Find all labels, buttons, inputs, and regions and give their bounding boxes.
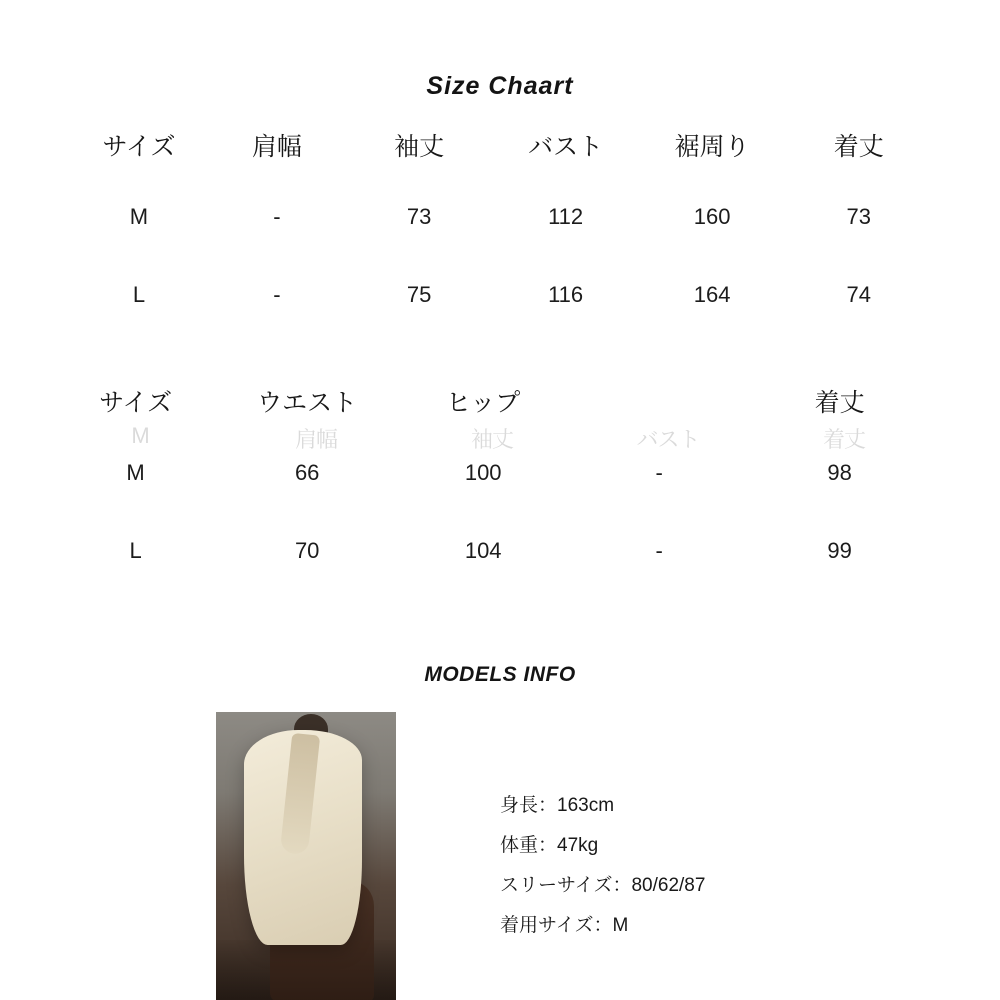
ghost-cell: 袖丈: [470, 427, 513, 452]
cell-bust: 116: [548, 282, 584, 307]
model-info-list: [500, 786, 705, 946]
column-header-shoulder: 肩幅: [251, 133, 302, 161]
cell-length: 74: [846, 282, 871, 307]
cell-waist: 66: [294, 460, 320, 485]
cell-size: L: [129, 538, 142, 563]
cell-waist: 70: [294, 538, 320, 563]
table-row: [70, 256, 932, 334]
ghost-cell: M: [131, 423, 149, 448]
column-header-size: サイズ: [99, 389, 173, 417]
cell-length: 73: [846, 204, 871, 229]
ghost-cell: 着丈: [822, 427, 865, 452]
size-table-outerwear: [70, 112, 932, 334]
cell-size: L: [132, 282, 146, 307]
column-header-length: 着丈: [814, 389, 865, 417]
ghost-cell: 肩幅: [294, 427, 337, 452]
column-header-size: サイズ: [102, 133, 176, 161]
model-weight: 体重：47kg: [500, 835, 599, 856]
column-header-bust: バスト: [528, 133, 604, 161]
column-header-sleeve: 袖丈: [394, 133, 445, 161]
column-header-length: 着丈: [833, 133, 884, 161]
cell-hem: 164: [693, 282, 731, 307]
model-worn-size: 着用サイズ：M: [500, 915, 629, 936]
column-header-blank: [571, 368, 747, 434]
cell-size: M: [129, 204, 149, 229]
cell-shoulder: -: [273, 204, 281, 229]
cell-hip: 100: [464, 460, 502, 485]
cell-length: 98: [827, 460, 852, 485]
cell-shoulder: -: [273, 282, 281, 307]
column-header-hip: ヒップ: [446, 389, 521, 417]
cell-hip: 104: [464, 538, 502, 563]
cell-size: M: [126, 460, 145, 485]
column-header-waist: ウエスト: [257, 389, 358, 417]
model-measurements: スリーサイズ：80/62/87: [500, 875, 706, 896]
table-header-row: [70, 112, 932, 178]
table-row: [52, 434, 932, 512]
cell-length: 99: [827, 538, 852, 563]
models-info-title: MODELS INFO: [424, 663, 576, 686]
cell-sleeve: 75: [406, 282, 432, 307]
ghost-cell: バスト: [636, 427, 700, 452]
model-height: 身長：163cm: [500, 795, 615, 816]
model-photo: [216, 712, 396, 1000]
cell-hem: 160: [693, 204, 731, 229]
cell-blank: -: [655, 538, 663, 563]
table-row: [70, 178, 932, 256]
size-table-bottoms: [52, 368, 932, 590]
cell-blank: -: [655, 460, 663, 485]
cell-bust: 112: [548, 204, 584, 229]
table-row: [52, 512, 932, 590]
table-header-row: [52, 368, 932, 434]
cell-sleeve: 73: [406, 204, 432, 229]
page-title: Size Chaart: [426, 72, 574, 100]
column-header-hem: 裾周り: [674, 133, 750, 161]
